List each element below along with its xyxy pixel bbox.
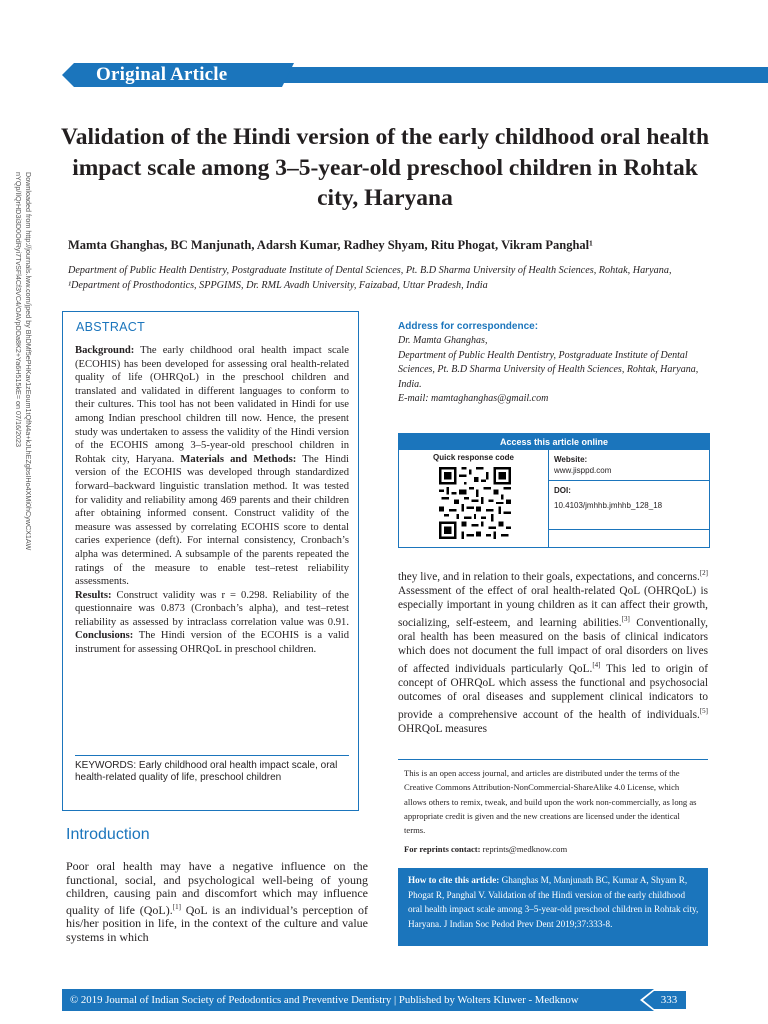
results-text: Construct validity was r = 0.298. Reliability of the questionnaire was 0.873 (Cronbach’s alpha), and test–retest reliability as assessed by intraclass correlation value was 0.91.	[75, 589, 349, 628]
right-text-3: Conventionally, oral health has been measured on the basis of clinical indicators which does not document the full impact of oral disorders on lives of affected individuals particularly QoL.	[398, 616, 708, 675]
citation-text	[408, 873, 700, 931]
access-online-box	[398, 433, 710, 548]
access-heading: Access this article online	[399, 434, 709, 450]
keywords-text: Early childhood oral health impact scale, oral health-related quality of life, preschool children	[75, 760, 338, 783]
article-type-label: Original Article	[96, 64, 228, 85]
website-label: Website:	[554, 455, 588, 464]
qr-code-icon[interactable]	[439, 467, 511, 539]
citation-label: How to cite this article:	[408, 875, 500, 885]
doi-cell	[549, 481, 709, 530]
correspondence-heading: Address for correspondence:	[398, 321, 539, 332]
website-link[interactable]: www.jisppd.com	[554, 466, 612, 475]
keywords-divider	[75, 755, 349, 756]
correspondence-email[interactable]: E-mail: mamtaghanghas@gmail.com	[398, 393, 549, 405]
introduction-continued	[398, 566, 708, 736]
reprints-email[interactable]: reprints@medknow.com	[480, 844, 568, 854]
methods-text: The Hindi version of the ECOHIS was developed through standardized forward–backward linguistic translation method. It was tested for validity and reliability among 469 parents and their children after obtaining informed consent. Construct validity of the measure was assessed by correlating ECOHIS score to dental caries experience (deft). For internal consistency, Cronbach’s alpha was determined. A subsample of the parents repeated the ratings of the measure to enable test–retest reliability assessments.	[75, 453, 349, 588]
right-text-5: OHRQoL measures	[398, 723, 487, 735]
introduction-text	[66, 860, 368, 945]
article-type-banner	[62, 63, 768, 87]
citation-ref[interactable]: [1]	[172, 902, 181, 911]
right-text-2: Assessment of the effect of oral health-related QoL (OHRQoL) is especially important in young children as it can affect their growth, socializing, self-esteem, and learning abilities.	[398, 584, 708, 629]
background-text: The early childhood oral health impact scale (ECOHIS) has been developed for assessing oral health-related quality of life (OHRQoL) in the preschool children and translated and validated in different languages to conform to their cultures. This tool has not been validated in Hindi for use among Indian preschool children till now. Hence, the present study was undertaken to assess the validity of the Hindi version of the ECOHIS among 3–5-year-old preschool children in Rohtak city, Haryana.	[75, 345, 349, 465]
methods-label: Materials and Methods:	[180, 453, 297, 465]
license-box	[398, 759, 708, 864]
doi-label: DOI:	[554, 486, 571, 495]
abstract-box	[62, 311, 359, 811]
citation-ref-4[interactable]: [4]	[592, 661, 601, 670]
abstract-heading: ABSTRACT	[76, 320, 146, 334]
doi-value[interactable]: 10.4103/jmhhb.jmhhb_128_18	[554, 501, 663, 510]
correspondence-block	[398, 320, 708, 406]
citation-ref-5[interactable]: [5]	[699, 707, 708, 716]
citation-ref-3[interactable]: [3]	[621, 615, 630, 624]
page-number: 333	[660, 994, 678, 1006]
right-text-4: This led to origin of concept of OHRQoL which assess the functional and psychosocial outcomes of oral diseases and supplement clinical indicators to provide a comprehensive account of the health of individuals.	[398, 662, 708, 721]
right-text-1: they live, and in relation to their goals, expectations, and concerns.	[398, 570, 700, 583]
keywords	[75, 760, 349, 784]
reprints-label: For reprints contact:	[404, 844, 481, 854]
conclusions-label: Conclusions:	[75, 630, 134, 642]
citation-ref-2[interactable]: [2]	[699, 569, 708, 577]
conclusions-text: The Hindi version of the ECOHIS is a valid instrument for assessing OHRQoL in preschool children.	[75, 630, 349, 656]
watermark-line-1: Downloaded from http://journals.lww.com/jped by BhDMf5ePHKav1zEoum1tQfN4a+kJLhEZgbsIHo4XMi0hCywCX1AW	[24, 172, 33, 551]
introduction-heading: Introduction	[66, 826, 150, 843]
page-footer: © 2019 Journal of Indian Society of Pedodontics and Preventive Dentistry | Published by Wolters Kluwer - Medknow	[62, 989, 658, 1011]
banner-rule	[282, 67, 768, 83]
intro-text-b: QoL is an individual’s perception of his/her position in life, in the context of the culture and value systems in which	[66, 902, 368, 944]
download-watermark	[14, 172, 33, 550]
license-text: This is an open access journal, and articles are distributed under the terms of the Creative Commons Attribution-NonCommercial-ShareAlike 4.0 License, which allows others to remix, tweak, and build upon the work non-commercially, as long as appropriate credit is given and the new creations are licensed under the identical terms.	[404, 768, 697, 836]
qr-cell	[399, 450, 549, 547]
background-label: Background:	[75, 345, 135, 356]
how-to-cite-box	[398, 868, 708, 946]
correspondence-address: Department of Public Health Dentistry, Postgraduate Institute of Dental Sciences, Pt. B.D Sharma University of Health Sciences, Rohtak, Haryana, India.	[398, 349, 699, 390]
author-list: Mamta Ghanghas, BC Manjunath, Adarsh Kumar, Radhey Shyam, Ritu Phogat, Vikram Panghal¹	[68, 238, 593, 252]
correspondence-name: Dr. Mamta Ghanghas,	[398, 335, 488, 347]
citation-body: Ghanghas M, Manjunath BC, Kumar A, Shyam R, Phogat R, Panghal V. Validation of the Hindi version of the early childhood oral health impact scale among 3–5-year-old preschool children in Rohtak city, Haryana. J Indian Soc Pedod Prev Dent 2019;37:333-8.	[408, 875, 699, 929]
website-cell	[549, 450, 709, 481]
keywords-label: KEYWORDS:	[75, 760, 137, 771]
watermark-line-2: nYQp/IlQrHD3i3D0OdRyi7TvSFl4Cf3VC4/OAVpDDa8K2+Ya6H515kE= on 07/16/2023	[14, 172, 24, 447]
results-label: Results:	[75, 589, 112, 601]
qr-label: Quick response code	[433, 453, 514, 462]
intro-text-a: Poor oral health may have a negative influence on the functional, social, and psychological well-being of young children, causing pain and discomfort which may influence quality of life (QoL).	[66, 859, 368, 917]
abstract-text	[75, 344, 349, 657]
author-affiliations: Department of Public Health Dentistry, Postgraduate Institute of Dental Sciences, Pt. B.D Sharma University of Health Sciences, Rohtak, Haryana, ¹Department of Prosthodontics, SPPGIMS, Dr. RML Avadh University, Faizabad, Uttar Pradesh, India	[68, 265, 672, 291]
reprints-contact	[404, 844, 567, 854]
article-title: Validation of the Hindi version of the early childhood oral health impact scale among 3–5-year-old preschool children in Rohtak city, Haryana	[60, 124, 710, 211]
